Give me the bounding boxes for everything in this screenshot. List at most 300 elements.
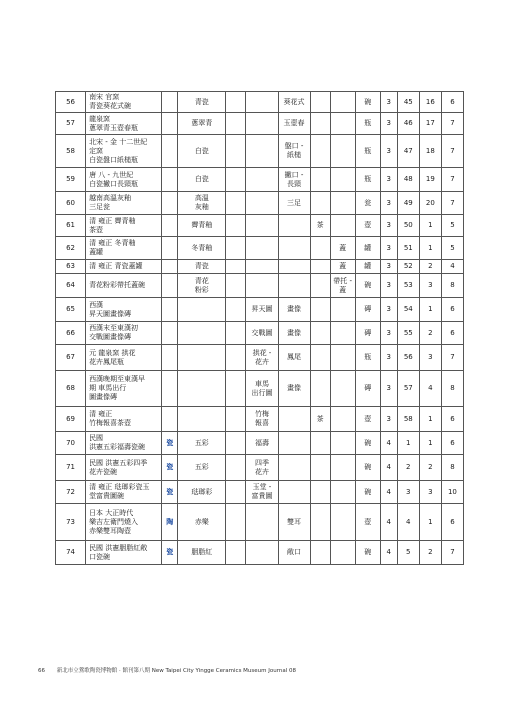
table-row	[56, 432, 464, 455]
object-name-cell	[86, 92, 162, 113]
feature-cell	[330, 135, 355, 168]
blank-cell	[226, 92, 246, 113]
vessel-type-cell	[355, 215, 380, 237]
code-2-cell	[397, 237, 419, 260]
use-cell	[310, 504, 330, 541]
feature-cell	[330, 113, 355, 135]
decoration-text: 拱花 - 花卉	[252, 348, 272, 366]
page-number: 66	[38, 668, 45, 674]
vessel-type-text: 磚	[364, 305, 372, 314]
vessel-type-text: 瓮	[364, 198, 372, 207]
material-cell	[162, 260, 178, 274]
table-row	[56, 322, 464, 345]
code-3-cell	[419, 113, 441, 135]
code-2-cell	[397, 215, 419, 237]
use-cell	[310, 274, 330, 298]
code-3-cell	[419, 322, 441, 345]
glaze-cell	[178, 274, 226, 298]
code-2-text: 47	[403, 146, 413, 155]
code-3-text: 3	[428, 487, 433, 496]
decoration-cell	[246, 481, 278, 504]
material-text: 瓷	[166, 548, 174, 557]
form-text: 撇口 - 長頸	[284, 170, 304, 188]
code-1-cell	[380, 504, 397, 541]
catalog-number-text: 73	[66, 517, 75, 526]
form-cell	[278, 260, 310, 274]
form-text: 鳳尾	[287, 353, 302, 362]
use-cell	[310, 455, 330, 481]
object-name-cell	[86, 237, 162, 260]
glaze-cell	[178, 322, 226, 345]
blank-cell	[226, 345, 246, 371]
object-name-cell	[86, 371, 162, 407]
code-1-text: 4	[386, 548, 391, 557]
feature-cell	[330, 345, 355, 371]
table-row	[56, 504, 464, 541]
glaze-cell	[178, 407, 226, 432]
form-text: 盤口 - 紙槌	[284, 142, 304, 160]
code-1-cell	[380, 371, 397, 407]
object-name-cell	[86, 215, 162, 237]
code-1-text: 3	[386, 221, 391, 230]
code-1-cell	[380, 260, 397, 274]
code-3-text: 1	[428, 438, 433, 447]
blank-cell	[226, 113, 246, 135]
decoration-cell	[246, 260, 278, 274]
code-2-text: 48	[403, 175, 413, 184]
blank-cell	[226, 455, 246, 481]
form-cell	[278, 345, 310, 371]
catalog-number-cell	[56, 432, 86, 455]
object-name-cell	[86, 113, 162, 135]
glaze-cell	[178, 192, 226, 215]
code-1-cell	[380, 481, 397, 504]
code-4-text: 6	[450, 328, 455, 337]
blank-cell	[226, 192, 246, 215]
table-row	[56, 192, 464, 215]
object-name-text: 清 雍正 琺瑯彩瓷玉 堂富貴圖碗	[89, 483, 150, 501]
object-name-text: 民國 洪憲五彩四季 花卉瓷碗	[89, 458, 148, 476]
code-3-text: 1	[428, 414, 433, 423]
code-1-text: 4	[386, 487, 391, 496]
code-1-text: 3	[386, 414, 391, 423]
vessel-type-cell	[355, 192, 380, 215]
form-cell	[278, 481, 310, 504]
object-name-cell	[86, 168, 162, 192]
code-1-text: 3	[386, 175, 391, 184]
catalog-number-cell	[56, 92, 86, 113]
object-name-text: 北宋 - 金 十二世紀 定窯 白瓷盤口紙槌瓶	[89, 137, 148, 164]
form-cell	[278, 432, 310, 455]
glaze-cell	[178, 345, 226, 371]
use-cell	[310, 322, 330, 345]
object-name-text: 民國 洪憲五彩福壽瓷碗	[89, 434, 146, 452]
code-2-text: 46	[403, 119, 413, 128]
decoration-cell	[246, 215, 278, 237]
feature-cell	[330, 192, 355, 215]
code-2-cell	[397, 455, 419, 481]
decoration-cell	[246, 135, 278, 168]
use-cell	[310, 260, 330, 274]
decoration-cell	[246, 168, 278, 192]
feature-text: 帶托 - 蓋	[333, 276, 353, 294]
decoration-text: 四季 花卉	[254, 458, 269, 476]
material-cell	[162, 135, 178, 168]
object-name-text: 清 雍正 冬青釉 蓋罐	[89, 239, 136, 257]
vessel-type-cell	[355, 541, 380, 565]
catalog-number-cell	[56, 274, 86, 298]
blank-cell	[226, 432, 246, 455]
table-row	[56, 215, 464, 237]
object-name-cell	[86, 260, 162, 274]
form-cell	[278, 168, 310, 192]
feature-cell	[330, 168, 355, 192]
vessel-type-text: 碗	[364, 548, 372, 557]
code-3-cell	[419, 481, 441, 504]
object-name-text: 西漢末至東漢初 交戰圖畫像磚	[89, 324, 139, 342]
vessel-type-cell	[355, 432, 380, 455]
material-cell	[162, 432, 178, 455]
blank-cell	[226, 260, 246, 274]
code-2-text: 56	[403, 353, 413, 362]
form-text: 敞口	[287, 548, 302, 557]
use-cell	[310, 192, 330, 215]
glaze-text: 白瓷	[194, 146, 209, 155]
catalog-number-text: 57	[66, 119, 75, 128]
object-name-text: 青花粉彩帶托蓋碗	[89, 281, 146, 290]
code-3-cell	[419, 298, 441, 322]
glaze-text: 五彩	[194, 463, 209, 472]
code-2-cell	[397, 298, 419, 322]
object-name-cell	[86, 274, 162, 298]
material-cell	[162, 237, 178, 260]
code-2-text: 5	[406, 548, 411, 557]
decoration-text: 玉堂 - 富貴圖	[251, 483, 273, 501]
code-3-cell	[419, 237, 441, 260]
code-1-text: 3	[386, 305, 391, 314]
table-row	[56, 407, 464, 432]
code-2-text: 50	[403, 221, 413, 230]
glaze-cell	[178, 237, 226, 260]
decoration-text: 交戰圖	[251, 328, 273, 337]
form-cell	[278, 541, 310, 565]
catalog-number-cell	[56, 455, 86, 481]
code-1-text: 3	[386, 243, 391, 252]
table-row	[56, 345, 464, 371]
decoration-cell	[246, 432, 278, 455]
code-3-cell	[419, 432, 441, 455]
catalog-table	[55, 91, 464, 565]
material-cell	[162, 215, 178, 237]
glaze-cell	[178, 371, 226, 407]
code-3-text: 3	[428, 281, 433, 290]
table-row	[56, 113, 464, 135]
decoration-text: 竹梅 報喜	[254, 410, 269, 428]
material-text: 陶	[166, 517, 174, 526]
catalog-number-text: 66	[66, 328, 75, 337]
vessel-type-text: 碗	[364, 97, 372, 106]
object-name-text: 西漢 昇天圖畫像磚	[89, 300, 132, 318]
code-1-cell	[380, 192, 397, 215]
object-name-cell	[86, 192, 162, 215]
code-4-text: 7	[450, 175, 455, 184]
catalog-number-cell	[56, 504, 86, 541]
decoration-text: 福壽	[254, 438, 269, 447]
use-text: 茶	[316, 414, 324, 423]
catalog-number-cell	[56, 322, 86, 345]
vessel-type-cell	[355, 260, 380, 274]
use-cell	[310, 168, 330, 192]
catalog-number-cell	[56, 237, 86, 260]
glaze-cell	[178, 168, 226, 192]
code-4-cell	[441, 322, 463, 345]
vessel-type-cell	[355, 371, 380, 407]
material-cell	[162, 192, 178, 215]
code-2-text: 57	[403, 384, 413, 393]
catalog-number-text: 67	[66, 353, 75, 362]
form-cell	[278, 298, 310, 322]
code-2-text: 49	[403, 198, 413, 207]
code-3-text: 2	[428, 463, 433, 472]
code-3-text: 19	[425, 175, 435, 184]
code-1-text: 3	[386, 119, 391, 128]
form-cell	[278, 504, 310, 541]
decoration-cell	[246, 541, 278, 565]
vessel-type-cell	[355, 298, 380, 322]
code-4-cell	[441, 135, 463, 168]
code-4-cell	[441, 168, 463, 192]
material-cell	[162, 371, 178, 407]
code-1-cell	[380, 113, 397, 135]
vessel-type-text: 壺	[364, 517, 372, 526]
vessel-type-cell	[355, 237, 380, 260]
code-3-cell	[419, 541, 441, 565]
use-cell	[310, 135, 330, 168]
material-cell	[162, 481, 178, 504]
code-4-text: 10	[447, 487, 457, 496]
vessel-type-cell	[355, 92, 380, 113]
catalog-number-text: 69	[66, 414, 75, 423]
catalog-number-cell	[56, 192, 86, 215]
form-text: 葵花式	[283, 97, 305, 106]
code-1-text: 3	[386, 281, 391, 290]
code-2-cell	[397, 504, 419, 541]
code-4-cell	[441, 192, 463, 215]
code-4-cell	[441, 274, 463, 298]
code-4-text: 7	[450, 548, 455, 557]
glaze-text: 青瓷	[194, 97, 209, 106]
code-3-cell	[419, 260, 441, 274]
code-4-cell	[441, 298, 463, 322]
code-3-text: 1	[428, 517, 433, 526]
code-1-text: 3	[386, 97, 391, 106]
code-1-text: 3	[386, 328, 391, 337]
decoration-text: 車馬 出行圖	[251, 379, 273, 397]
catalog-number-cell	[56, 168, 86, 192]
code-1-cell	[380, 215, 397, 237]
code-2-cell	[397, 432, 419, 455]
code-1-text: 3	[386, 198, 391, 207]
catalog-number-text: 72	[66, 487, 75, 496]
object-name-text: 日本 大正時代 樂吉左衛門燒入 赤樂雙耳陶壺	[89, 508, 139, 535]
vessel-type-text: 瓶	[364, 353, 372, 362]
glaze-text: 蔥翠青	[191, 119, 213, 128]
form-cell	[278, 113, 310, 135]
code-1-cell	[380, 541, 397, 565]
code-1-text: 4	[386, 517, 391, 526]
code-1-text: 3	[386, 353, 391, 362]
feature-cell	[330, 274, 355, 298]
code-2-text: 3	[406, 487, 411, 496]
glaze-text: 青瓷	[194, 262, 209, 271]
table-row	[56, 274, 464, 298]
table-row	[56, 135, 464, 168]
catalog-number-text: 71	[66, 463, 75, 472]
vessel-type-text: 瓶	[364, 175, 372, 184]
use-cell	[310, 407, 330, 432]
code-3-cell	[419, 345, 441, 371]
catalog-number-text: 59	[66, 175, 75, 184]
catalog-number-cell	[56, 298, 86, 322]
table-row	[56, 168, 464, 192]
use-cell	[310, 345, 330, 371]
code-3-cell	[419, 135, 441, 168]
vessel-type-text: 碗	[364, 463, 372, 472]
object-name-text: 清 雍正 竹梅報喜茶壺	[89, 410, 132, 428]
code-2-cell	[397, 192, 419, 215]
code-1-text: 3	[386, 262, 391, 271]
decoration-cell	[246, 274, 278, 298]
code-3-cell	[419, 455, 441, 481]
glaze-text: 霽青釉	[191, 221, 213, 230]
code-3-text: 1	[428, 221, 433, 230]
catalog-number-text: 64	[66, 281, 75, 290]
feature-cell	[330, 541, 355, 565]
catalog-number-text: 74	[66, 548, 75, 557]
material-cell	[162, 455, 178, 481]
table-row	[56, 371, 464, 407]
decoration-cell	[246, 345, 278, 371]
feature-cell	[330, 237, 355, 260]
use-text: 茶	[316, 221, 324, 230]
code-3-text: 2	[428, 548, 433, 557]
form-cell	[278, 407, 310, 432]
vessel-type-text: 罐	[364, 243, 372, 252]
glaze-cell	[178, 260, 226, 274]
vessel-type-text: 瓶	[364, 119, 372, 128]
glaze-cell	[178, 92, 226, 113]
catalog-number-cell	[56, 260, 86, 274]
code-3-cell	[419, 192, 441, 215]
code-4-cell	[441, 345, 463, 371]
use-cell	[310, 481, 330, 504]
feature-cell	[330, 481, 355, 504]
blank-cell	[226, 504, 246, 541]
code-1-text: 3	[386, 146, 391, 155]
vessel-type-text: 罐	[364, 262, 372, 271]
code-2-text: 54	[403, 305, 413, 314]
blank-cell	[226, 407, 246, 432]
blank-cell	[226, 298, 246, 322]
vessel-type-text: 壺	[364, 221, 372, 230]
feature-cell	[330, 215, 355, 237]
decoration-cell	[246, 504, 278, 541]
catalog-number-text: 58	[66, 146, 75, 155]
code-2-text: 45	[403, 97, 413, 106]
catalog-number-text: 65	[66, 305, 75, 314]
vessel-type-text: 碗	[364, 281, 372, 290]
code-1-cell	[380, 455, 397, 481]
material-cell	[162, 113, 178, 135]
vessel-type-text: 磚	[364, 384, 372, 393]
use-cell	[310, 92, 330, 113]
code-2-text: 51	[403, 243, 413, 252]
vessel-type-cell	[355, 455, 380, 481]
decoration-cell	[246, 92, 278, 113]
object-name-cell	[86, 322, 162, 345]
catalog-number-cell	[56, 481, 86, 504]
use-cell	[310, 432, 330, 455]
object-name-cell	[86, 135, 162, 168]
glaze-cell	[178, 481, 226, 504]
code-4-text: 4	[450, 262, 455, 271]
glaze-cell	[178, 432, 226, 455]
code-2-cell	[397, 274, 419, 298]
feature-cell	[330, 407, 355, 432]
code-2-text: 58	[403, 414, 413, 423]
journal-title: 新北市立鶯歌陶瓷博物館 · 館刊第八期 New Taipei City Yingge Ceramics Museum Journal 08	[56, 668, 297, 674]
table-row	[56, 237, 464, 260]
object-name-text: 龍泉窯 蔥翠青玉壺春瓶	[89, 114, 139, 132]
code-2-cell	[397, 407, 419, 432]
vessel-type-text: 磚	[364, 328, 372, 337]
code-1-cell	[380, 432, 397, 455]
feature-text: 蓋	[339, 243, 347, 252]
glaze-cell	[178, 298, 226, 322]
code-4-text: 5	[450, 221, 455, 230]
catalog-number-text: 61	[66, 221, 75, 230]
code-3-text: 1	[428, 305, 433, 314]
form-text: 三足	[287, 198, 302, 207]
code-4-cell	[441, 215, 463, 237]
code-1-text: 4	[386, 463, 391, 472]
code-1-cell	[380, 407, 397, 432]
material-text: 瓷	[166, 438, 174, 447]
vessel-type-cell	[355, 168, 380, 192]
code-4-cell	[441, 481, 463, 504]
object-name-text: 南宋 官窯 青瓷葵花式碗	[89, 93, 132, 111]
catalog-number-text: 68	[66, 384, 75, 393]
decoration-cell	[246, 371, 278, 407]
decoration-cell	[246, 237, 278, 260]
code-2-cell	[397, 135, 419, 168]
code-4-text: 8	[450, 463, 455, 472]
code-2-text: 55	[403, 328, 413, 337]
vessel-type-cell	[355, 504, 380, 541]
use-cell	[310, 113, 330, 135]
catalog-number-cell	[56, 541, 86, 565]
use-cell	[310, 541, 330, 565]
code-3-text: 4	[428, 384, 433, 393]
blank-cell	[226, 215, 246, 237]
form-cell	[278, 371, 310, 407]
material-cell	[162, 274, 178, 298]
code-4-cell	[441, 432, 463, 455]
table-row	[56, 541, 464, 565]
catalog-number-cell	[56, 407, 86, 432]
catalog-number-cell	[56, 345, 86, 371]
feature-cell	[330, 504, 355, 541]
